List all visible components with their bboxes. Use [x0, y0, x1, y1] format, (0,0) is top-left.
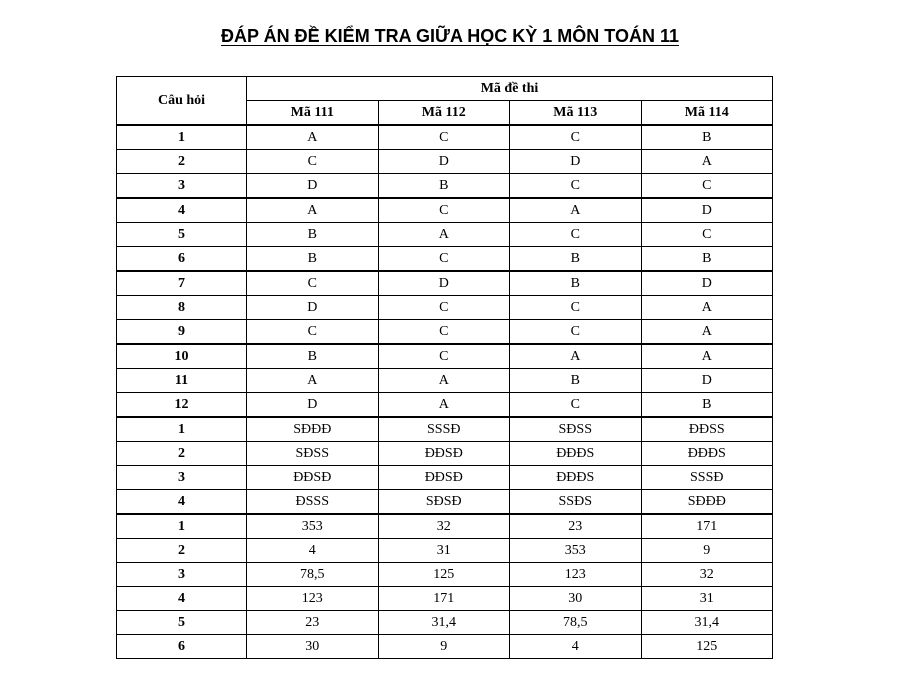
question-number: 7: [117, 271, 247, 296]
table-row: [117, 296, 773, 320]
answer-cell: A: [641, 344, 773, 369]
answer-cell: A: [641, 296, 773, 320]
answer-cell: ĐSSS: [247, 490, 379, 515]
code-header: Mã 114: [641, 101, 773, 126]
answer-cell: D: [641, 271, 773, 296]
answer-cell: A: [641, 320, 773, 345]
question-number: 2: [117, 150, 247, 174]
answer-cell: C: [641, 174, 773, 199]
answer-cell: B: [641, 125, 773, 150]
answer-cell: B: [247, 223, 379, 247]
answer-cell: C: [510, 223, 642, 247]
question-number: 5: [117, 611, 247, 635]
answer-cell: ĐĐSĐ: [378, 442, 510, 466]
table-row: [117, 271, 773, 296]
answer-cell: A: [378, 393, 510, 418]
answer-cell: 31: [641, 587, 773, 611]
answer-cell: D: [247, 174, 379, 199]
answer-cell: 31: [378, 539, 510, 563]
answer-cell: C: [247, 320, 379, 345]
answer-cell: C: [510, 296, 642, 320]
answer-cell: 125: [641, 635, 773, 659]
answer-cell: 123: [510, 563, 642, 587]
answer-cell: 353: [247, 514, 379, 539]
answer-cell: 78,5: [510, 611, 642, 635]
table-row: [117, 320, 773, 345]
table-row: [117, 635, 773, 659]
table-row: [117, 369, 773, 393]
table-row: [117, 150, 773, 174]
answer-cell: D: [247, 393, 379, 418]
question-number: 9: [117, 320, 247, 345]
question-number: 2: [117, 539, 247, 563]
answer-cell: D: [378, 271, 510, 296]
answer-cell: ĐĐĐS: [510, 466, 642, 490]
answer-cell: SSĐS: [510, 490, 642, 515]
answer-cell: C: [510, 174, 642, 199]
header-row-group: [117, 77, 773, 101]
question-number: 2: [117, 442, 247, 466]
answer-cell: 4: [247, 539, 379, 563]
answer-cell: B: [510, 247, 642, 272]
table-row: [117, 442, 773, 466]
answer-cell: D: [641, 198, 773, 223]
answer-cell: SSSĐ: [378, 417, 510, 442]
answer-cell: SSSĐ: [641, 466, 773, 490]
answer-cell: D: [641, 369, 773, 393]
answer-cell: A: [247, 369, 379, 393]
answer-cell: ĐĐĐS: [641, 442, 773, 466]
table-row: [117, 514, 773, 539]
answer-cell: 23: [510, 514, 642, 539]
answer-cell: 32: [378, 514, 510, 539]
code-header: Mã 113: [510, 101, 642, 126]
answer-cell: D: [247, 296, 379, 320]
answer-cell: 31,4: [378, 611, 510, 635]
answer-cell: SĐSS: [510, 417, 642, 442]
code-header: Mã 112: [378, 101, 510, 126]
question-number: 4: [117, 587, 247, 611]
part2-rows: [117, 417, 773, 514]
table-row: [117, 611, 773, 635]
answer-cell: 353: [510, 539, 642, 563]
answer-cell: D: [510, 150, 642, 174]
answer-cell: 171: [641, 514, 773, 539]
answer-cell: SĐSS: [247, 442, 379, 466]
question-number: 10: [117, 344, 247, 369]
table-row: [117, 125, 773, 150]
answer-cell: C: [378, 296, 510, 320]
answer-cell: C: [378, 125, 510, 150]
code-header: Mã 111: [247, 101, 379, 126]
answer-cell: 32: [641, 563, 773, 587]
question-number: 4: [117, 490, 247, 515]
table-row: [117, 539, 773, 563]
answer-cell: C: [378, 198, 510, 223]
part3-rows: [117, 514, 773, 659]
question-number: 6: [117, 635, 247, 659]
table-row: [117, 344, 773, 369]
question-number: 1: [117, 417, 247, 442]
answer-cell: B: [510, 271, 642, 296]
answer-cell: C: [510, 393, 642, 418]
answer-cell: A: [510, 198, 642, 223]
question-number: 6: [117, 247, 247, 272]
table-row: [117, 223, 773, 247]
table-row: [117, 198, 773, 223]
answer-cell: 78,5: [247, 563, 379, 587]
answer-cell: B: [510, 369, 642, 393]
answer-cell: C: [510, 320, 642, 345]
answer-cell: C: [378, 247, 510, 272]
answer-cell: 9: [641, 539, 773, 563]
exam-code-group-header: Mã đề thi: [247, 77, 773, 101]
answer-cell: 123: [247, 587, 379, 611]
question-number: 5: [117, 223, 247, 247]
table-row: [117, 393, 773, 418]
answer-cell: 125: [378, 563, 510, 587]
answer-cell: B: [247, 344, 379, 369]
question-number: 11: [117, 369, 247, 393]
table-row: [117, 417, 773, 442]
answer-cell: 171: [378, 587, 510, 611]
answer-cell: A: [247, 198, 379, 223]
question-header: Câu hỏi: [117, 77, 247, 126]
answer-cell: A: [378, 223, 510, 247]
answer-cell: ĐĐSS: [641, 417, 773, 442]
answer-cell: 30: [247, 635, 379, 659]
question-number: 3: [117, 563, 247, 587]
answer-cell: SĐSĐ: [378, 490, 510, 515]
answer-cell: A: [247, 125, 379, 150]
question-number: 3: [117, 466, 247, 490]
answer-cell: SĐĐĐ: [247, 417, 379, 442]
answer-cell: C: [247, 271, 379, 296]
answer-cell: B: [247, 247, 379, 272]
table-header: [117, 77, 773, 126]
table-row: [117, 466, 773, 490]
answer-cell: C: [641, 223, 773, 247]
answer-cell: SĐĐĐ: [641, 490, 773, 515]
page-title: ĐÁP ÁN ĐỀ KIỂM TRA GIỮA HỌC KỲ 1 MÔN TOÁN 11: [221, 26, 679, 46]
answer-cell: 9: [378, 635, 510, 659]
table-row: [117, 247, 773, 272]
answer-cell: 31,4: [641, 611, 773, 635]
answer-cell: ĐĐĐS: [510, 442, 642, 466]
table-row: [117, 587, 773, 611]
answer-cell: ĐĐSĐ: [247, 466, 379, 490]
answer-cell: B: [641, 247, 773, 272]
answer-cell: A: [378, 369, 510, 393]
answer-cell: C: [378, 320, 510, 345]
question-number: 8: [117, 296, 247, 320]
answer-cell: 23: [247, 611, 379, 635]
question-number: 1: [117, 514, 247, 539]
question-number: 3: [117, 174, 247, 199]
answer-cell: ĐĐSĐ: [378, 466, 510, 490]
table-row: [117, 563, 773, 587]
answer-cell: C: [247, 150, 379, 174]
answer-cell: A: [641, 150, 773, 174]
table-row: [117, 490, 773, 515]
answer-cell: C: [378, 344, 510, 369]
answer-cell: D: [378, 150, 510, 174]
answer-cell: A: [510, 344, 642, 369]
part1-rows: [117, 125, 773, 417]
table-row: [117, 174, 773, 199]
answer-cell: 30: [510, 587, 642, 611]
answer-cell: C: [510, 125, 642, 150]
answer-key-table: [116, 76, 773, 659]
question-number: 1: [117, 125, 247, 150]
question-number: 4: [117, 198, 247, 223]
question-number: 12: [117, 393, 247, 418]
answer-cell: B: [641, 393, 773, 418]
answer-cell: B: [378, 174, 510, 199]
answer-cell: 4: [510, 635, 642, 659]
